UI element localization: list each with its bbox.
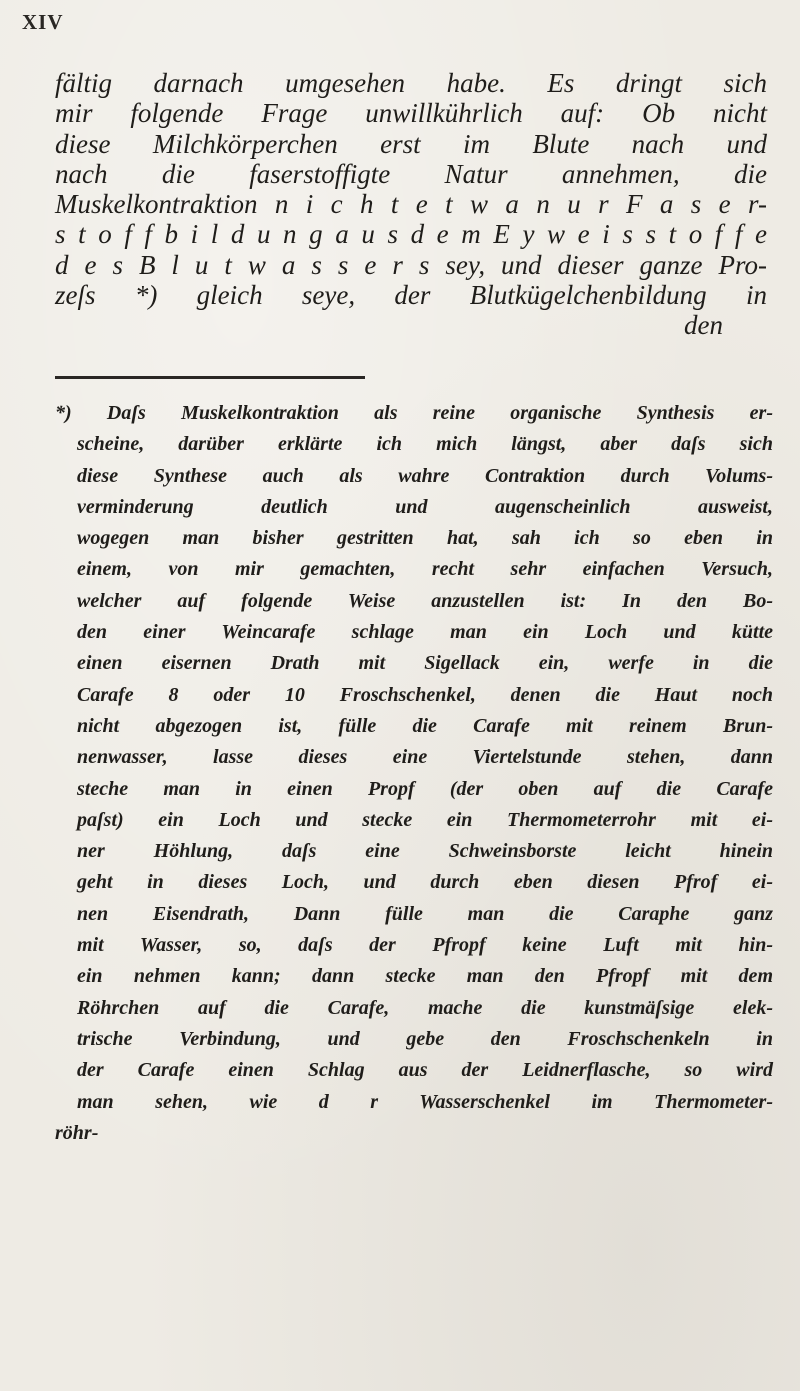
footnote-line: nenwasser, lasse dieses eine Viertelstunde stehen, dann (77, 746, 773, 769)
text-line: diese Milchkörperchen erst im Blute nach und (55, 128, 767, 159)
footnote-line: ein nehmen kann; dann stecke man den Pfropf mit dem (77, 965, 773, 988)
footnote-line: man sehen, wie d r Wasserschenkel im Thermometer- (77, 1090, 773, 1113)
footnote-line: Röhrchen auf die Carafe, mache die kunstmäſsige elek- (77, 996, 773, 1019)
footnote-line: paſst) ein Loch und stecke ein Thermometerrohr mit ei- (77, 808, 773, 831)
footnote-line: *) Daſs Muskelkontraktion als reine organische Synthesis er- (55, 402, 773, 424)
text-line: fältig darnach umgesehen habe. Es dringt sich (55, 68, 767, 98)
text-line: mir folgende Frage unwillkührlich auf: Ob nicht (55, 98, 767, 129)
text-line: d e s B l u t w a s s e r s sey, und dieser ganze Pro- (55, 249, 767, 280)
footnote-line: mit Wasser, so, daſs der Pfropf keine Luft mit hin- (77, 934, 773, 957)
footnote-line: verminderung deutlich und augenscheinlich ausweist, (77, 495, 773, 518)
footnote-line: einen eisernen Drath mit Sigellack ein, werfe in die (77, 652, 773, 675)
footnote-line: steche man in einen Propf (der oben auf die Carafe (77, 777, 773, 800)
footnote-line: Carafe 8 oder 10 Froschschenkel, denen die Haut noch (77, 683, 773, 706)
footnote-catchword: röhr- (55, 1121, 99, 1144)
footnote-line: wogegen man bisher gestritten hat, sah ich so eben in (77, 527, 773, 550)
footnote-line: einem, von mir gemachten, recht sehr einfachen Versuch, (77, 558, 773, 581)
text-line: zeſs *) gleich seye, der Blutkügelchenbildung in (55, 280, 767, 311)
text-line: Muskelkontraktion n i c h t e t w a n u r F a s e r- (55, 189, 767, 220)
page-number: XIV (22, 10, 64, 34)
footnote-divider (55, 376, 365, 379)
footnote-line: den einer Weincarafe schlage man ein Loch und kütte (77, 621, 773, 644)
footnote-line: welcher auf folgende Weise anzustellen ist: In den Bo- (77, 589, 773, 612)
main-text-block (55, 68, 767, 341)
text-line: s t o f f b i l d u n g a u s d e m E y w e i s s t o f f e (55, 219, 767, 250)
catchword: den (684, 310, 723, 341)
footnote-block (55, 398, 773, 1149)
footnote-line: geht in dieses Loch, und durch eben diesen Pfrof ei- (77, 871, 773, 894)
footnote-line: der Carafe einen Schlag aus der Leidnerflasche, so wird (77, 1059, 773, 1082)
footnote-line: nicht abgezogen ist, fülle die Carafe mit reinem Brun- (77, 714, 773, 737)
footnote-line: scheine, darüber erklärte ich mich längst, aber daſs sich (77, 433, 773, 456)
footnote-line: trische Verbindung, und gebe den Froschschenkeln in (77, 1027, 773, 1050)
footnote-line: ner Höhlung, daſs eine Schweinsborste leicht hinein (77, 840, 773, 863)
footnote-line: nen Eisendrath, Dann fülle man die Caraphe ganz (77, 902, 773, 925)
footnote-line: diese Synthese auch als wahre Contraktion durch Volums- (77, 464, 773, 487)
text-line: nach die faserstoffigte Natur annehmen, die (55, 158, 767, 189)
